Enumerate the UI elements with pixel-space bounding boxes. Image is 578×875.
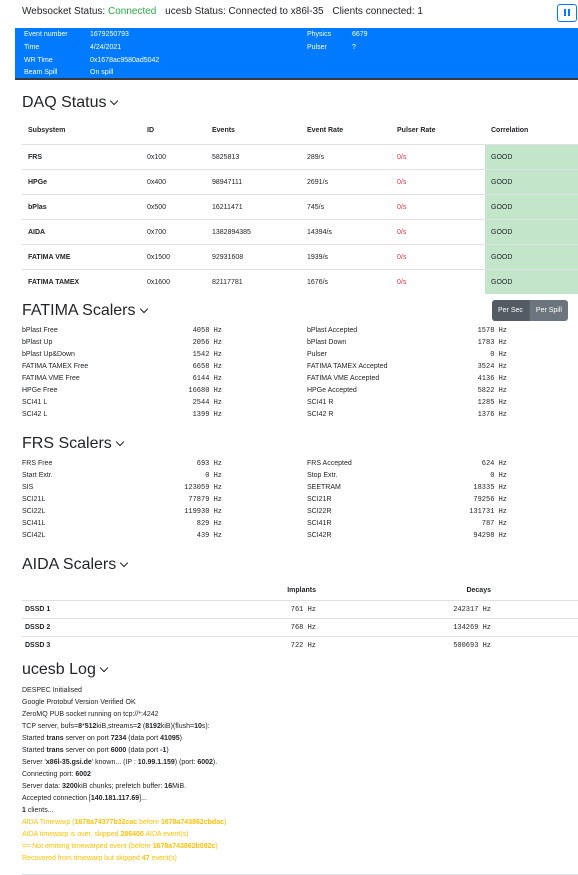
log-line xyxy=(22,841,578,853)
log-line xyxy=(22,745,578,757)
daq-status-heading[interactable] xyxy=(22,94,117,112)
scaler-label: FRS Free xyxy=(22,460,53,467)
log-text: Started xyxy=(22,747,47,754)
scaler-value: 131731 Hz xyxy=(469,508,507,516)
scaler-value: 1542 Hz xyxy=(192,351,222,359)
aida-scalers-table xyxy=(22,582,578,654)
log-text: AIDA event(s) xyxy=(143,831,189,838)
subsystem-id: 0x1500 xyxy=(147,254,170,261)
scaler-label: SCI22R xyxy=(307,508,332,515)
aida-scalers-heading[interactable] xyxy=(22,556,127,574)
frs-scalers-heading[interactable] xyxy=(22,435,123,453)
correlation-status: GOOD xyxy=(485,170,578,194)
scaler-label: SEETRAM xyxy=(307,484,341,491)
scaler-label: bPlast Up xyxy=(22,339,53,346)
log-text: clients... xyxy=(25,807,54,814)
scaler-value: 1376 Hz xyxy=(477,411,507,419)
table-row xyxy=(22,219,578,244)
log-text: Google Protobuf Version Verified OK xyxy=(22,699,136,706)
log-text: Accepted connection [ xyxy=(22,795,91,802)
event-rate: 1676/s xyxy=(307,279,329,286)
table-row xyxy=(22,269,578,294)
scaler-label: bPlast Accepted xyxy=(307,327,358,334)
log-value: 3200 xyxy=(62,783,78,790)
event-number-value: 1679250793 xyxy=(90,31,129,38)
log-text: Server data: xyxy=(22,783,63,790)
correlation-status: GOOD xyxy=(485,245,578,269)
subsystem-name: HPGe xyxy=(28,179,48,186)
log-text: ( xyxy=(140,723,146,730)
log-text: AIDA Timewarp ( xyxy=(22,819,75,826)
scaler-value: 5822 Hz xyxy=(477,387,507,395)
dssd-name: DSSD 3 xyxy=(25,642,51,649)
log-value: 2 xyxy=(137,723,141,730)
log-text: (data port xyxy=(126,735,161,742)
log-value: trans xyxy=(46,747,64,754)
log-value: 286400 xyxy=(120,831,144,838)
scaler-label: bPlast Free xyxy=(22,327,58,334)
subsystem-name: FRS xyxy=(28,154,42,161)
subsystem-id: 0x400 xyxy=(147,179,167,186)
event-count: 82117781 xyxy=(212,279,243,286)
event-count: 98947111 xyxy=(212,179,243,186)
websocket-status-label: Websocket Status: xyxy=(22,6,106,17)
pulser-rate: 0/s xyxy=(397,204,407,211)
col-implants: Implants xyxy=(287,587,316,594)
correlation-status: GOOD xyxy=(485,220,578,244)
log-value: 512 xyxy=(84,723,97,730)
chevron-down-icon xyxy=(139,305,147,313)
scaler-value: 624 Hz xyxy=(481,460,507,468)
chevron-down-icon xyxy=(120,559,128,567)
scaler-value: 0 Hz xyxy=(490,472,507,480)
col-pulser-rate: Pulser Rate xyxy=(397,127,436,134)
ucesb-log xyxy=(22,685,578,865)
scaler-value: 119930 Hz xyxy=(184,508,222,516)
log-value: trans xyxy=(46,735,64,742)
event-info-panel xyxy=(15,28,578,80)
scaler-label: SCI42 L xyxy=(22,411,48,418)
scaler-value: 2544 Hz xyxy=(192,399,222,407)
scaler-value: 16680 Hz xyxy=(188,387,222,395)
scaler-label: FATIMA VME Free xyxy=(22,375,80,382)
table-row xyxy=(22,600,578,618)
pulser-rate: 0/s xyxy=(397,229,407,236)
scaler-label: SCI21R xyxy=(307,496,332,503)
log-text: event(s) xyxy=(149,855,177,862)
dssd-name: DSSD 1 xyxy=(25,606,51,613)
time-value: 4/24/2021 xyxy=(90,44,122,51)
scaler-label: Start Extr. xyxy=(22,472,53,479)
subsystem-name: FATIMA TAMEX xyxy=(28,279,80,286)
scaler-value: 94298 Hz xyxy=(473,532,507,540)
log-text: == Not emitting timewarped event (before xyxy=(22,843,153,850)
fatima-scalers-heading[interactable] xyxy=(22,302,147,320)
table-row xyxy=(22,144,578,169)
log-text: server on port xyxy=(63,747,111,754)
scaler-value: 0 Hz xyxy=(205,472,222,480)
implant-rate: 761 Hz xyxy=(290,606,316,614)
scaler-label: bPlast Down xyxy=(307,339,347,346)
scaler-value: 829 Hz xyxy=(196,520,222,528)
frs-scalers-title: FRS Scalers xyxy=(22,435,112,452)
pulser-rate: 0/s xyxy=(397,279,407,286)
pause-icon xyxy=(563,9,571,18)
log-text: * xyxy=(82,723,85,730)
log-text: kiB chunks; prefetch buffer: xyxy=(77,783,165,790)
scaler-label: HPGe Accepted xyxy=(307,387,357,394)
event-rate: 1939/s xyxy=(307,254,329,261)
log-text: kiB,streams= xyxy=(96,723,138,730)
log-text: ) xyxy=(224,819,227,826)
event-count: 5825813 xyxy=(212,154,240,161)
ucesb-log-heading[interactable] xyxy=(22,661,107,679)
scaler-value: 439 Hz xyxy=(196,532,222,540)
log-value: 6002 xyxy=(197,759,213,766)
correlation-status: GOOD xyxy=(485,145,578,169)
log-text: ) xyxy=(215,843,218,850)
scaler-value: 1285 Hz xyxy=(477,399,507,407)
decay-rate: 134269 Hz xyxy=(453,624,491,632)
subsystem-name: bPlas xyxy=(28,204,47,211)
scaler-value: 0 Hz xyxy=(490,351,507,359)
log-line xyxy=(22,781,578,793)
event-count: 1382894385 xyxy=(212,229,251,236)
log-text: MiB. xyxy=(172,783,187,790)
log-text: kiB)(flush= xyxy=(160,723,195,730)
scaler-label: SCI42R xyxy=(307,532,332,539)
log-line xyxy=(22,733,578,745)
subsystem-name: FATIMA VME xyxy=(28,254,71,261)
implant-rate: 768 Hz xyxy=(290,624,316,632)
log-value: 8192 xyxy=(145,723,161,730)
per-spill-button[interactable]: Per Spill xyxy=(529,300,568,321)
pause-button[interactable] xyxy=(557,4,577,22)
log-value: -1 xyxy=(160,747,167,754)
chevron-down-icon xyxy=(110,97,118,105)
correlation-status: GOOD xyxy=(485,270,578,294)
scaler-value: 1783 Hz xyxy=(477,339,507,347)
scaler-label: SCI42 R xyxy=(307,411,334,418)
log-line xyxy=(22,697,578,709)
log-line xyxy=(22,853,578,865)
pulser-label: Pulser xyxy=(307,44,327,51)
log-text: server on port xyxy=(63,735,111,742)
daq-status-table xyxy=(22,118,578,294)
log-line xyxy=(22,769,578,781)
log-value: 1678a743862cbdac xyxy=(160,819,224,826)
log-value: 41095 xyxy=(160,735,180,742)
log-value: 6002 xyxy=(75,771,91,778)
scaler-label: FATIMA VME Accepted xyxy=(307,375,380,382)
scaler-value: 693 Hz xyxy=(196,460,222,468)
col-correlation: Correlation xyxy=(491,127,529,134)
log-text: s): xyxy=(201,723,210,730)
log-value: 16 xyxy=(164,783,173,790)
physics-label: Physics xyxy=(307,31,332,38)
scaler-value: 6658 Hz xyxy=(192,363,222,371)
correlation-status: GOOD xyxy=(485,195,578,219)
chevron-down-icon xyxy=(100,664,108,672)
scaler-label: bPlast Up&Down xyxy=(22,351,75,358)
implant-rate: 722 Hz xyxy=(290,642,316,650)
beam-spill-value: On spill xyxy=(90,69,114,76)
event-rate: 14394/s xyxy=(307,229,332,236)
status-bar xyxy=(22,6,423,17)
scaler-value: 123059 Hz xyxy=(184,484,222,492)
log-text: (data port xyxy=(126,747,161,754)
table-row xyxy=(22,194,578,219)
ucesb-status: ucesb Status: Connected to x86l-35 xyxy=(165,6,324,17)
scaler-label: SCI42L xyxy=(22,532,46,539)
log-text: ZeroMQ PUB socket running on tcp://*:4242 xyxy=(22,711,159,718)
log-value: 8 xyxy=(78,723,82,730)
log-line xyxy=(22,793,578,805)
scaler-value: 18335 Hz xyxy=(473,484,507,492)
scaler-value: 4058 Hz xyxy=(192,327,222,335)
scaler-label: SCI21L xyxy=(22,496,46,503)
aida-scalers-title: AIDA Scalers xyxy=(22,556,117,573)
event-rate: 289/s xyxy=(307,154,325,161)
subsystem-name: AIDA xyxy=(28,229,46,236)
scaler-value: 1578 Hz xyxy=(477,327,507,335)
scaler-value: 6144 Hz xyxy=(192,375,222,383)
table-header xyxy=(22,118,578,144)
log-value: 1678a74377b32cac xyxy=(74,819,138,826)
log-value: 10 xyxy=(194,723,202,730)
log-text: before xyxy=(137,819,161,826)
table-row xyxy=(22,244,578,269)
log-value: 10.99.1.159 xyxy=(137,759,175,766)
ucesb-log-title: ucesb Log xyxy=(22,661,96,678)
scaler-label: FATIMA TAMEX Accepted xyxy=(307,363,388,370)
scaler-label: SIS xyxy=(22,484,34,491)
log-text: ). xyxy=(212,759,218,766)
fatima-scalers-title: FATIMA Scalers xyxy=(22,302,136,319)
table-row xyxy=(22,618,578,636)
subsystem-id: 0x1600 xyxy=(147,279,170,286)
scaler-label: SCI41R xyxy=(307,520,332,527)
col-subsystem: Subsystem xyxy=(28,127,66,134)
log-text: Recovered from timewarp but skipped xyxy=(22,855,142,862)
chevron-down-icon xyxy=(116,438,124,446)
log-line xyxy=(22,817,578,829)
col-event-rate: Event Rate xyxy=(307,127,344,134)
log-value: 6000 xyxy=(110,747,127,754)
log-text: ]... xyxy=(139,795,147,802)
log-value: 47 xyxy=(141,855,150,862)
pulser-rate: 0/s xyxy=(397,254,407,261)
decay-rate: 242317 Hz xyxy=(453,606,491,614)
subsystem-id: 0x100 xyxy=(147,154,167,161)
log-text: DESPEC Initialised xyxy=(22,687,82,694)
subsystem-id: 0x500 xyxy=(147,204,167,211)
scaler-label: SCI41L xyxy=(22,520,46,527)
scaler-label: HPGe Free xyxy=(22,387,58,394)
scaler-label: SCI41 R xyxy=(307,399,334,406)
websocket-status-value: Connected xyxy=(107,6,157,17)
pulser-value: ? xyxy=(352,44,356,51)
log-line xyxy=(22,685,578,697)
scaler-value: 77879 Hz xyxy=(188,496,222,504)
clients-connected: Clients connected: 1 xyxy=(332,6,423,17)
per-sec-button[interactable]: Per Sec xyxy=(492,300,529,321)
pulser-rate: 0/s xyxy=(397,179,407,186)
scaler-value: 2056 Hz xyxy=(192,339,222,347)
pulser-rate: 0/s xyxy=(397,154,407,161)
scaler-label: FATIMA TAMEX Free xyxy=(22,363,89,370)
log-text: Server ' xyxy=(22,759,46,766)
col-events: Events xyxy=(212,127,235,134)
daq-status-title: DAQ Status xyxy=(22,94,107,111)
log-text: Started xyxy=(22,735,47,742)
scaler-label: Pulser xyxy=(307,351,327,358)
log-value: 140.181.117.69 xyxy=(90,795,140,802)
table-header xyxy=(22,582,578,600)
log-line xyxy=(22,757,578,769)
event-count: 16211471 xyxy=(212,204,243,211)
log-text: AIDA timewarp is over, skipped xyxy=(22,831,121,838)
table-row xyxy=(22,636,578,654)
event-count: 92931608 xyxy=(212,254,244,261)
scaler-label: FRS Accepted xyxy=(307,460,352,467)
log-text: ' known... (IP : xyxy=(91,759,138,766)
log-value: x86l-35.gsi.de xyxy=(45,759,92,766)
log-value: 1 xyxy=(22,807,26,814)
rate-mode-toggle xyxy=(492,300,568,321)
log-text: ) (port: xyxy=(174,759,198,766)
scaler-value: 787 Hz xyxy=(481,520,507,528)
log-text: ) xyxy=(166,747,169,754)
event-number-label: Event number xyxy=(24,31,68,38)
decay-rate: 500693 Hz xyxy=(453,642,491,650)
wr-time-label: WR Time xyxy=(24,57,53,64)
scaler-label: Stop Extr. xyxy=(307,472,338,479)
log-text: ) xyxy=(179,735,182,742)
log-line xyxy=(22,805,578,817)
dssd-name: DSSD 2 xyxy=(25,624,51,631)
wr-time-value: 0x1678ac9580ad5042 xyxy=(90,57,160,64)
table-row xyxy=(22,169,578,194)
scaler-value: 4136 Hz xyxy=(477,375,507,383)
scaler-label: SCI41 L xyxy=(22,399,48,406)
scaler-value: 3524 Hz xyxy=(477,363,507,371)
log-line xyxy=(22,709,578,721)
event-rate: 2691/s xyxy=(307,179,329,186)
physics-value: 6679 xyxy=(352,31,368,38)
subsystem-id: 0x700 xyxy=(147,229,167,236)
log-line xyxy=(22,721,578,733)
scaler-value: 79256 Hz xyxy=(473,496,507,504)
log-value: 7234 xyxy=(110,735,127,742)
log-value: 1678a743862b092c xyxy=(152,843,216,850)
log-text: TCP server, bufs= xyxy=(22,723,79,730)
event-rate: 745/s xyxy=(307,204,325,211)
log-text: Connecting port: xyxy=(22,771,76,778)
scaler-label: SCI22L xyxy=(22,508,46,515)
time-label: Time xyxy=(24,44,40,51)
col-id: ID xyxy=(147,127,154,134)
beam-spill-label: Beam Spill xyxy=(24,69,58,76)
scaler-value: 1399 Hz xyxy=(192,411,222,419)
col-decays: Decays xyxy=(466,587,491,594)
log-line xyxy=(22,829,578,841)
